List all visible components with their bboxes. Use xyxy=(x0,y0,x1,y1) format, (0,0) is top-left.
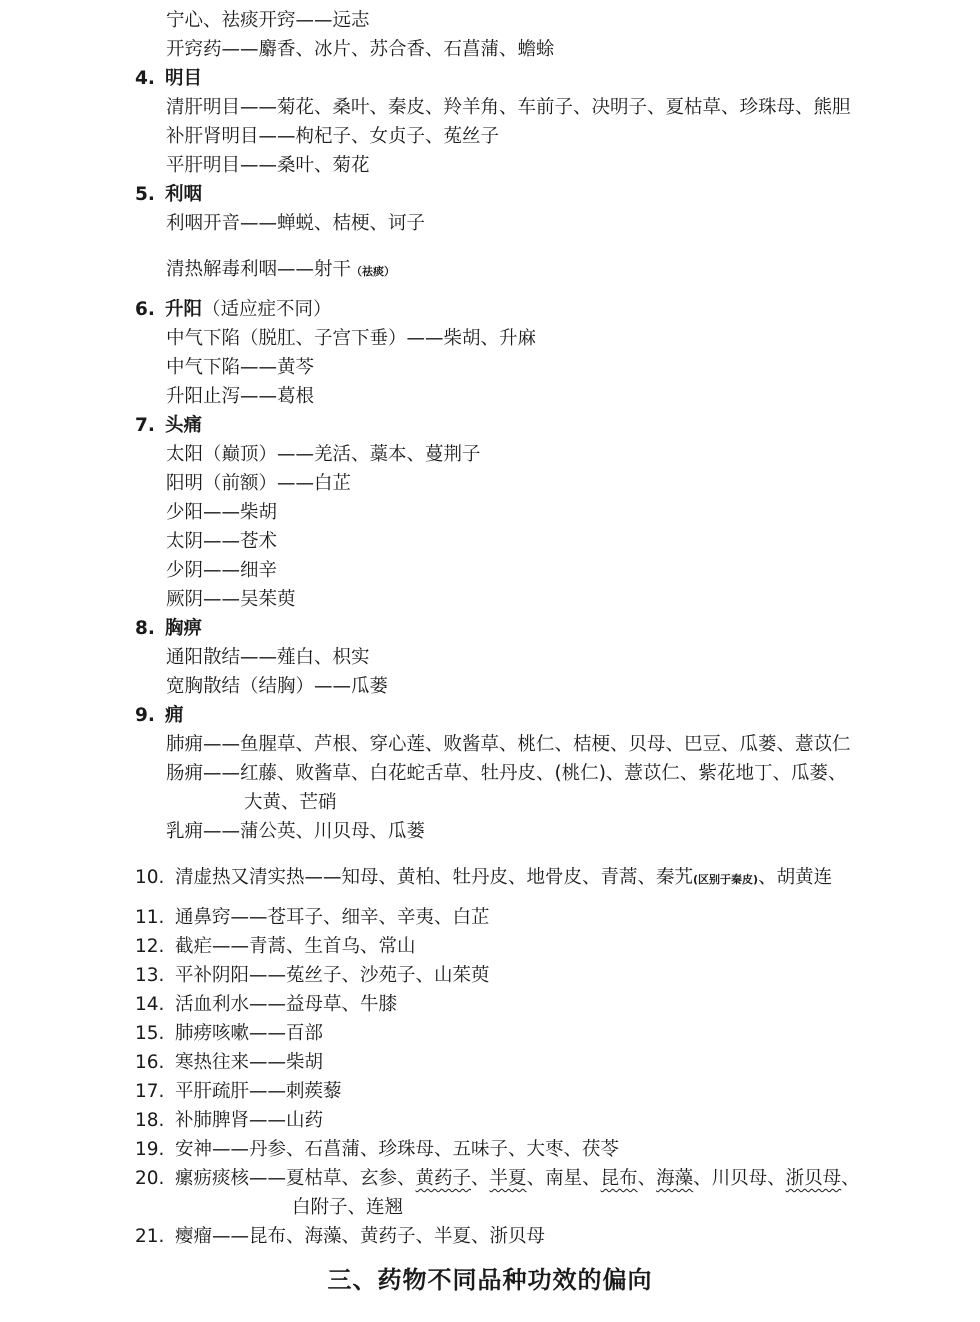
text-line: 平肝明目——桑叶、菊花 xyxy=(166,155,370,176)
underlined-term: 浙贝母 xyxy=(785,1168,842,1189)
text-line: 通阳散结——薤白、枳实 xyxy=(166,647,370,668)
underlined-term: 海藻 xyxy=(656,1168,694,1189)
text-segment: 肺痨咳嗽——百部 xyxy=(175,1023,324,1044)
text-line: 补肝肾明目——枸杞子、女贞子、菟丝子 xyxy=(166,126,500,147)
text-segment: 清热解毒利咽——射干 xyxy=(166,259,352,280)
text-line: 肠痈——红藤、败酱草、白花蛇舌草、牡丹皮、(桃仁)、薏苡仁、紫花地丁、瓜蒌、 xyxy=(166,763,847,784)
text-segment: 通鼻窍——苍耳子、细辛、辛夷、白芷 xyxy=(175,907,490,928)
numbered-item xyxy=(135,1080,342,1104)
item-number: 17. xyxy=(135,1081,165,1102)
numbered-item xyxy=(135,935,416,959)
text-line: 太阴——苍术 xyxy=(166,531,278,552)
item-number: 21. xyxy=(135,1226,165,1247)
numbered-item xyxy=(135,1109,323,1133)
underlined-term: 黄药子 xyxy=(415,1168,472,1189)
text-line: 开窍药——麝香、冰片、苏合香、石菖蒲、蟾蜍 xyxy=(166,39,555,60)
text-line: 白附子、连翘 xyxy=(292,1197,404,1218)
numbered-item xyxy=(135,1022,323,1046)
heading-title: 升阳 xyxy=(165,299,203,320)
heading-title: 明目 xyxy=(165,68,203,89)
heading-number: 8. xyxy=(135,618,155,639)
heading-title: 胸痹 xyxy=(165,618,203,639)
section-heading xyxy=(135,414,202,438)
text-line: 升阳止泻——葛根 xyxy=(166,386,315,407)
text-segment: 、南星、 xyxy=(526,1168,601,1189)
text-line: 利咽开音——蝉蜕、桔梗、诃子 xyxy=(166,213,426,234)
text-line: 太阳（巅顶）——羌活、藁本、蔓荆子 xyxy=(166,444,481,465)
item-number: 16. xyxy=(135,1052,165,1073)
underlined-term: 昆布 xyxy=(600,1168,638,1189)
text-segment: 、 xyxy=(471,1168,490,1189)
heading-title: 痈 xyxy=(165,705,184,726)
text-segment: 平补阴阳——菟丝子、沙苑子、山茱萸 xyxy=(175,965,490,986)
text-line: 中气下陷（脱肛、子宫下垂）——柴胡、升麻 xyxy=(166,328,537,349)
text-line: 肺痈——鱼腥草、芦根、穿心莲、败酱草、桃仁、桔梗、贝母、巴豆、瓜蒌、薏苡仁 xyxy=(166,734,851,755)
item-number: 19. xyxy=(135,1139,165,1160)
text-segment: 活血利水——益母草、牛膝 xyxy=(175,994,398,1015)
small-note: (区别于秦皮) xyxy=(693,873,759,886)
numbered-item xyxy=(135,993,397,1017)
text-line: 少阴——细辛 xyxy=(166,560,278,581)
text-segment: 、胡黄连 xyxy=(758,867,833,888)
section-heading xyxy=(135,67,202,91)
text-line: 宁心、祛痰开窍——远志 xyxy=(166,10,370,31)
text-segment: 瘰疬痰核——夏枯草、玄参、 xyxy=(175,1168,416,1189)
numbered-item xyxy=(135,1138,619,1162)
text-segment: 截疟——青蒿、生首乌、常山 xyxy=(175,936,416,957)
text-segment: 、 xyxy=(637,1168,657,1189)
heading-number: 6. xyxy=(135,299,155,320)
item-number: 10. xyxy=(135,867,165,888)
text-segment: 寒热往来——柴胡 xyxy=(175,1052,324,1073)
heading-number: 7. xyxy=(135,415,155,436)
text-line xyxy=(166,258,395,284)
numbered-item xyxy=(135,1051,323,1075)
text-line: 中气下陷——黄芩 xyxy=(166,357,315,378)
text-segment: 安神——丹参、石菖蒲、珍珠母、五味子、大枣、茯苓 xyxy=(175,1139,620,1160)
text-line: 宽胸散结（结胸）——瓜蒌 xyxy=(166,676,389,697)
section-heading xyxy=(135,298,332,322)
item-number: 14. xyxy=(135,994,165,1015)
heading-number: 4. xyxy=(135,68,155,89)
heading-title: 头痛 xyxy=(165,415,203,436)
item-number: 13. xyxy=(135,965,165,986)
heading-number: 9. xyxy=(135,705,155,726)
section-title: 三、药物不同品种功效的偏向 xyxy=(327,1266,653,1294)
text-line: 清肝明目——菊花、桑叶、秦皮、羚羊角、车前子、决明子、夏枯草、珍珠母、熊胆 xyxy=(166,97,851,118)
heading-note: （适应症不同） xyxy=(202,299,332,320)
text-segment: 、 xyxy=(841,1168,860,1189)
text-segment: 平肝疏肝——刺蒺藜 xyxy=(175,1081,342,1102)
text-segment: 瘿瘤——昆布、海藻、黄药子、半夏、浙贝母 xyxy=(175,1226,546,1247)
numbered-item xyxy=(135,1225,545,1249)
section-heading xyxy=(135,704,184,728)
text-line: 乳痈——蒲公英、川贝母、瓜蒌 xyxy=(166,821,426,842)
numbered-item xyxy=(135,1167,860,1191)
section-heading xyxy=(135,617,202,641)
numbered-item xyxy=(135,866,832,892)
numbered-item xyxy=(135,964,490,988)
numbered-item xyxy=(135,906,490,930)
underlined-term: 半夏 xyxy=(489,1168,527,1189)
heading-number: 5. xyxy=(135,184,155,205)
item-number: 20. xyxy=(135,1168,165,1189)
text-line: 阳明（前额）——白芷 xyxy=(166,473,352,494)
text-segment: 清虚热又清实热——知母、黄柏、牡丹皮、地骨皮、青蒿、秦艽 xyxy=(175,867,694,888)
text-line: 少阳——柴胡 xyxy=(166,502,278,523)
item-number: 18. xyxy=(135,1110,165,1131)
text-line: 厥阴——吴茱萸 xyxy=(166,589,296,610)
heading-title: 利咽 xyxy=(165,184,203,205)
section-heading xyxy=(135,183,202,207)
item-number: 12. xyxy=(135,936,165,957)
item-number: 11. xyxy=(135,907,165,928)
text-segment: 、川贝母、 xyxy=(693,1168,786,1189)
item-number: 15. xyxy=(135,1023,165,1044)
text-line: 大黄、芒硝 xyxy=(244,792,337,813)
small-note: （祛痰） xyxy=(351,265,396,278)
text-segment: 补肺脾肾——山药 xyxy=(175,1110,324,1131)
